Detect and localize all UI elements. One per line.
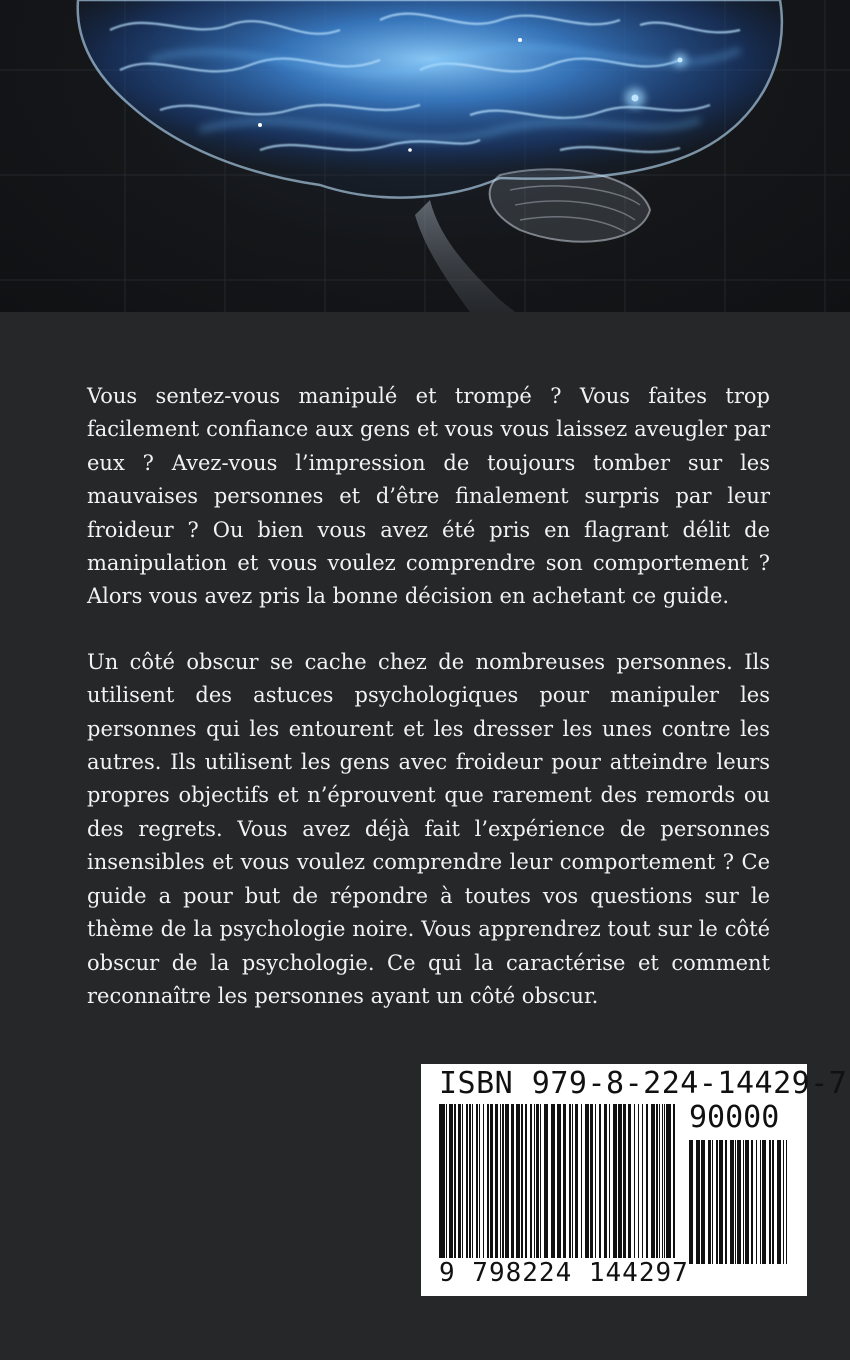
brain-illustration (0, 0, 850, 312)
back-cover-blurb (87, 380, 770, 1045)
brain-image (0, 0, 850, 312)
barcode-digits: 9 798224 144297 (439, 1258, 689, 1288)
blurb-paragraph-1: Vous sentez-vous manipulé et trompé ? Vous faites trop facilement confiance aux gens et vous vous laissez aveugler par eux ? Avez-vous l’impression de toujours tomber sur les mauvaises personnes et d’être finalement surpris par leur froideur ? Ou bien vous avez été pris en flagrant délit de manipulation et vous voulez comprendre son comportement ? Alors vous avez pris la bonne décision en achetant ce guide. (87, 384, 770, 609)
price-code: 90000 (689, 1100, 780, 1135)
blurb-paragraph-2: Un côté obscur se cache chez de nombreuses personnes. Ils utilisent des astuces psychologiques pour manipuler les personnes qui les entourent et les dresser les unes contre les autres. Ils utilisent les gens avec froideur pour atteindre leurs propres objectifs et n’éprouvent que rarement des remords ou des regrets. Vous avez déjà fait l’expérience de personnes insensibles et vous voulez comprendre leur comportement ? Ce guide a pour but de répondre à toutes vos questions sur le thème de la psychologie noire. Vous apprendrez tout sur le côté obscur de la psychologie. Ce qui la caractérise et comment reconnaître les personnes ayant un côté obscur. (87, 649, 770, 1008)
isbn-label: ISBN 979-8-224-14429-7 (439, 1066, 848, 1101)
isbn-barcode (421, 1064, 848, 1296)
